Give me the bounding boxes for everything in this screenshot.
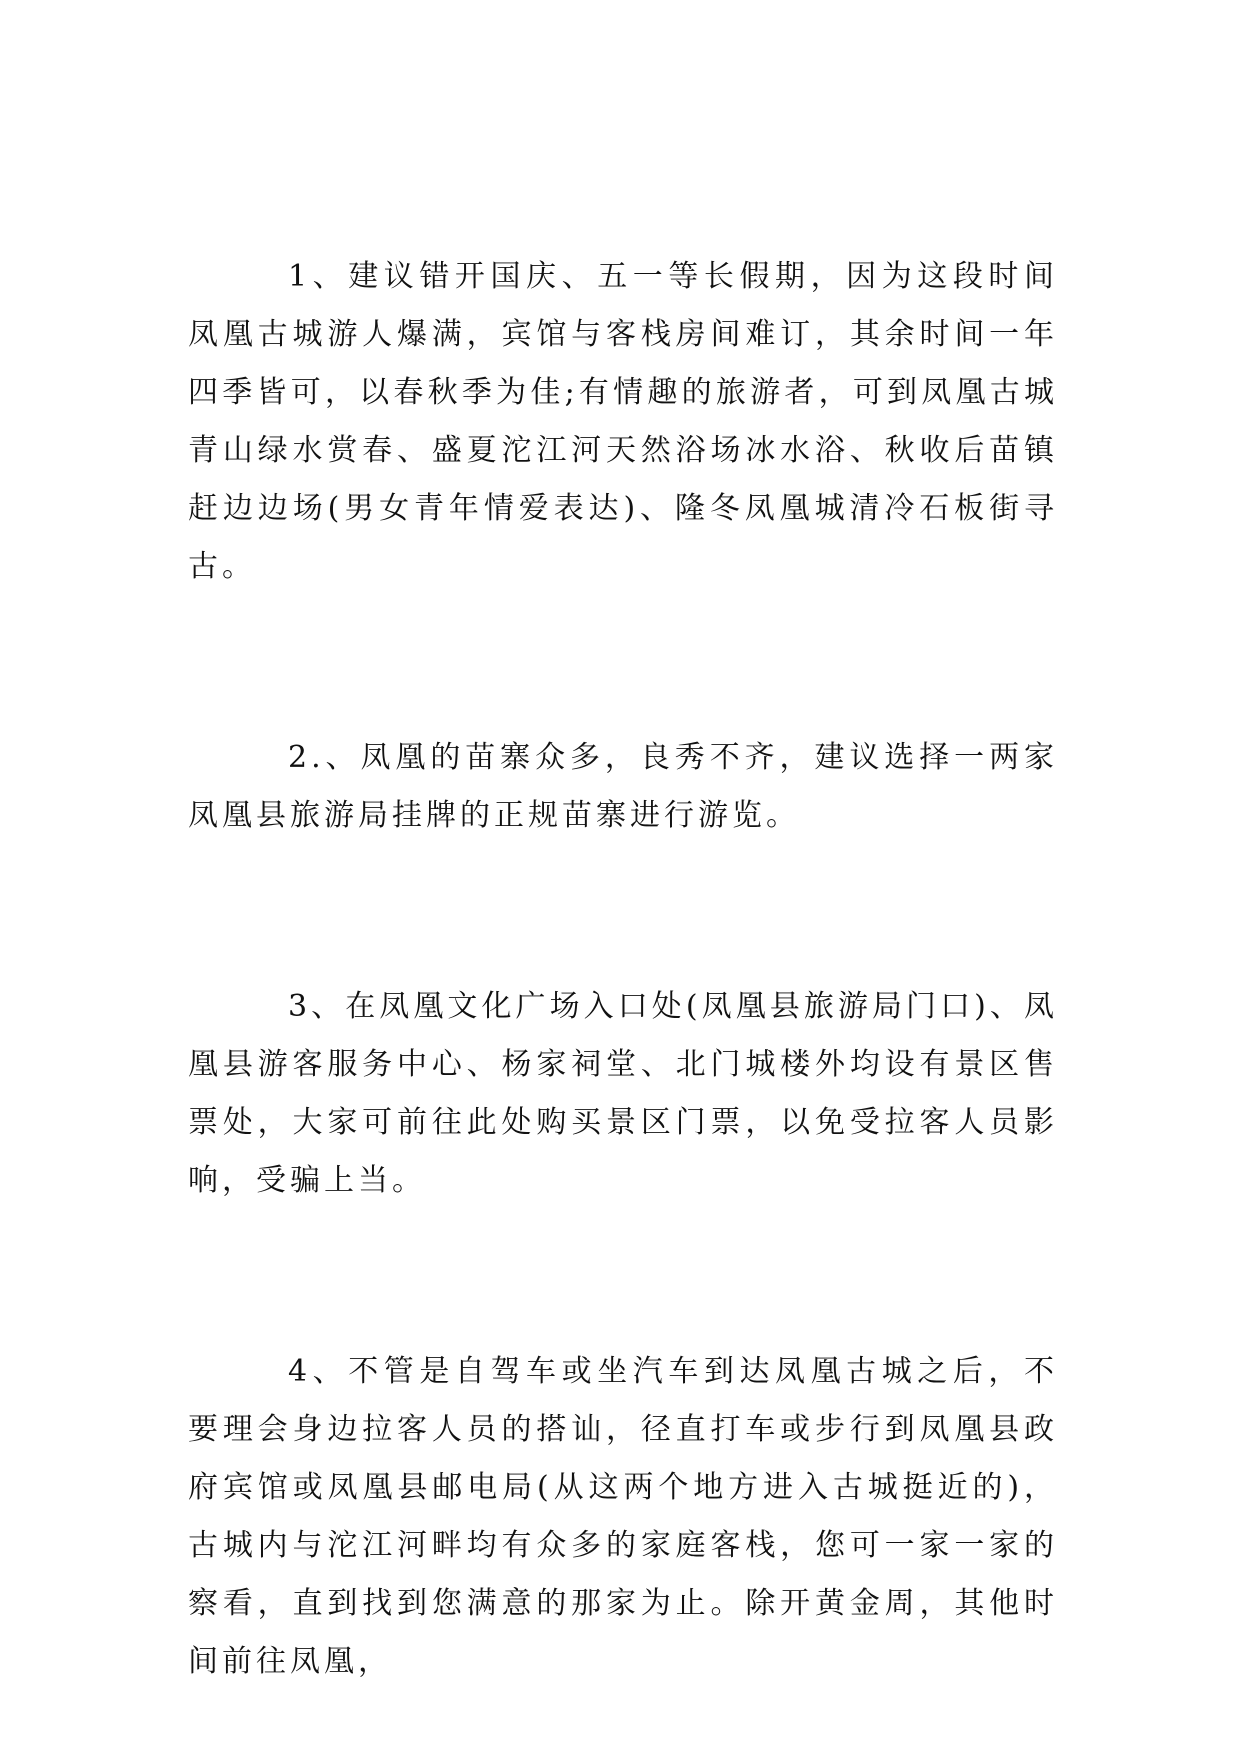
paragraph-3: 3、在凤凰文化广场入口处(凤凰县旅游局门口)、凤凰县游客服务中心、杨家祠堂、北门城楼外均设有景区售票处，大家可前往此处购买景区门票，以免受拉客人员影响，受骗上当。 [188, 989, 1058, 1198]
document-body [188, 248, 1058, 1691]
paragraph-1: 1、建议错开国庆、五一等长假期，因为这段时间凤凰古城游人爆满，宾馆与客栈房间难订，其余时间一年四季皆可，以春秋季为佳;有情趣的旅游者，可到凤凰古城青山绿水赏春、盛夏沱江河天然浴场冰水浴、秋收后苗镇赶边边场(男女青年情爱表达)、隆冬凤凰城清冷石板街寻古。 [188, 259, 1058, 584]
paragraph-4: 4、不管是自驾车或坐汽车到达凤凰古城之后，不要理会身边拉客人员的搭讪，径直打车或步行到凤凰县政府宾馆或凤凰县邮电局(从这两个地方进入古城挺近的)，古城内与沱江河畔均有众多的家庭客栈，您可一家一家的察看，直到找到您满意的那家为止。除开黄金周，其他时间前往凤凰， [188, 1354, 1058, 1679]
paragraph-2: 2.、凤凰的苗寨众多，良秀不齐，建议选择一两家凤凰县旅游局挂牌的正规苗寨进行游览。 [188, 740, 1058, 833]
